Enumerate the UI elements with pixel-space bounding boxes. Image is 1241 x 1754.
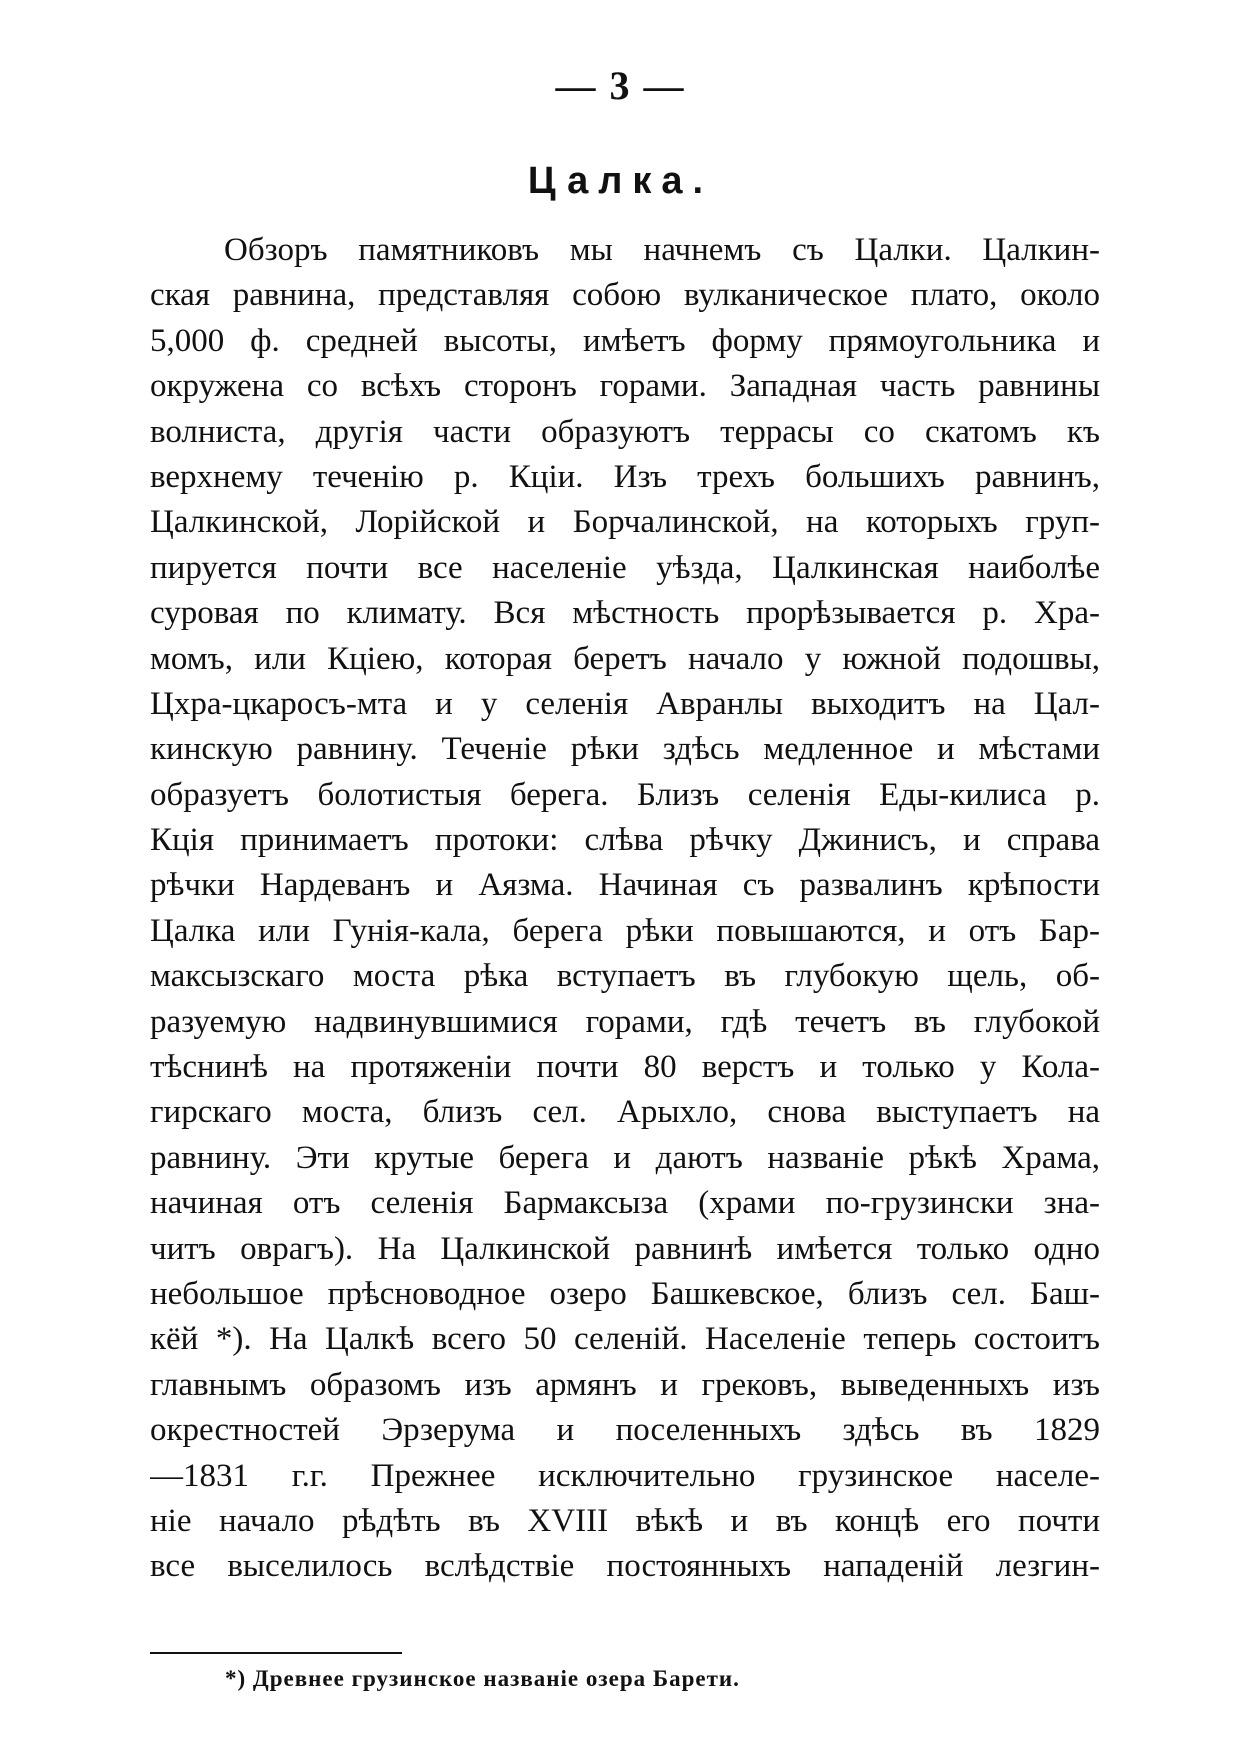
text-line: равнину. Эти крутые берега и даютъ названіе рѣкѣ Храма, <box>150 1139 1100 1176</box>
text-line: Цалкинской, Лорійской и Борчалинской, на которыхъ груп- <box>150 504 1100 541</box>
text-line: тѣснинѣ на протяженіи почти 80 верстъ и только у Кола- <box>150 1049 1100 1086</box>
text-line: разуемую надвинувшимися горами, гдѣ течетъ въ глубокой <box>150 1003 1100 1040</box>
text-line: волниста, другія части образуютъ террасы со скатомъ къ <box>150 413 1100 450</box>
text-line: ніе начало рѣдѣть въ XVIII вѣкѣ и въ концѣ его почти <box>150 1502 1100 1539</box>
text-line: небольшое прѣсноводное озеро Башкевское, близъ сел. Баш- <box>150 1275 1100 1312</box>
text-line: все выселилось вслѣдствіе постоянныхъ нападеній лезгин- <box>150 1548 1100 1585</box>
text-line: главнымъ образомъ изъ армянъ и грековъ, выведенныхъ изъ <box>150 1366 1100 1403</box>
text-line: Обзоръ памятниковъ мы начнемъ съ Цалки. Цалкин- <box>224 232 1100 268</box>
text-line: начиная отъ селенія Бармаксыза (храми по-грузински зна- <box>150 1185 1100 1222</box>
text-line: 5,000 ф. средней высоты, имѣетъ форму прямоугольника и <box>150 322 1100 359</box>
text-line: —1831 г.г. Прежнее исключительно грузинское населе- <box>150 1457 1100 1494</box>
page-number: — 3 — <box>555 63 686 108</box>
text-line: момъ, или Кціею, которая беретъ начало у южной подошвы, <box>150 640 1100 677</box>
text-line: суровая по климату. Вся мѣстность прорѣзывается р. Хра- <box>150 595 1100 632</box>
text-line: максызскаго моста рѣка вступаетъ въ глубокую щель, об- <box>150 958 1100 995</box>
text-line: рѣчки Нардеванъ и Аязма. Начиная съ развалинъ крѣпости <box>150 867 1100 904</box>
text-line: кёй *). На Цалкѣ всего 50 селеній. Населеніе теперь состоитъ <box>150 1321 1100 1358</box>
text-line: Цалка или Гунія-кала, берега рѣки повышаются, и отъ Бар- <box>150 912 1100 949</box>
footnote-divider <box>150 1652 402 1654</box>
text-line: Кція принимаетъ протоки: слѣва рѣчку Джинисъ, и справа <box>150 822 1100 859</box>
text-line: кинскую равнину. Теченіе рѣки здѣсь медленное и мѣстами <box>150 731 1100 768</box>
text-line: ская равнина, представляя собою вулканическое плато, около <box>150 277 1100 314</box>
text-line: Цхра-цкаросъ-мта и у селенія Авранлы выходитъ на Цал- <box>150 685 1100 722</box>
body-text <box>150 228 1100 1590</box>
chapter-title: Цалка. <box>527 160 714 202</box>
text-line: окружена со всѣхъ сторонъ горами. Западная часть равнины <box>150 368 1100 405</box>
text-line: читъ оврагъ). На Цалкинской равнинѣ имѣется только одно <box>150 1230 1100 1267</box>
text-line: окрестностей Эрзерума и поселенныхъ здѣсь въ 1829 <box>150 1412 1100 1449</box>
text-line: верхнему теченію р. Кціи. Изъ трехъ большихъ равнинъ, <box>150 458 1100 495</box>
footnote: *) Древнее грузинское названіе озера Барети. <box>225 1666 740 1691</box>
text-line: гирскаго моста, близъ сел. Арыхло, снова выступаетъ на <box>150 1094 1100 1131</box>
text-line: пируется почти все населеніе уѣзда, Цалкинская наиболѣе <box>150 549 1100 586</box>
text-line: образуетъ болотистыя берега. Близъ селенія Еды-килиса р. <box>150 776 1100 813</box>
